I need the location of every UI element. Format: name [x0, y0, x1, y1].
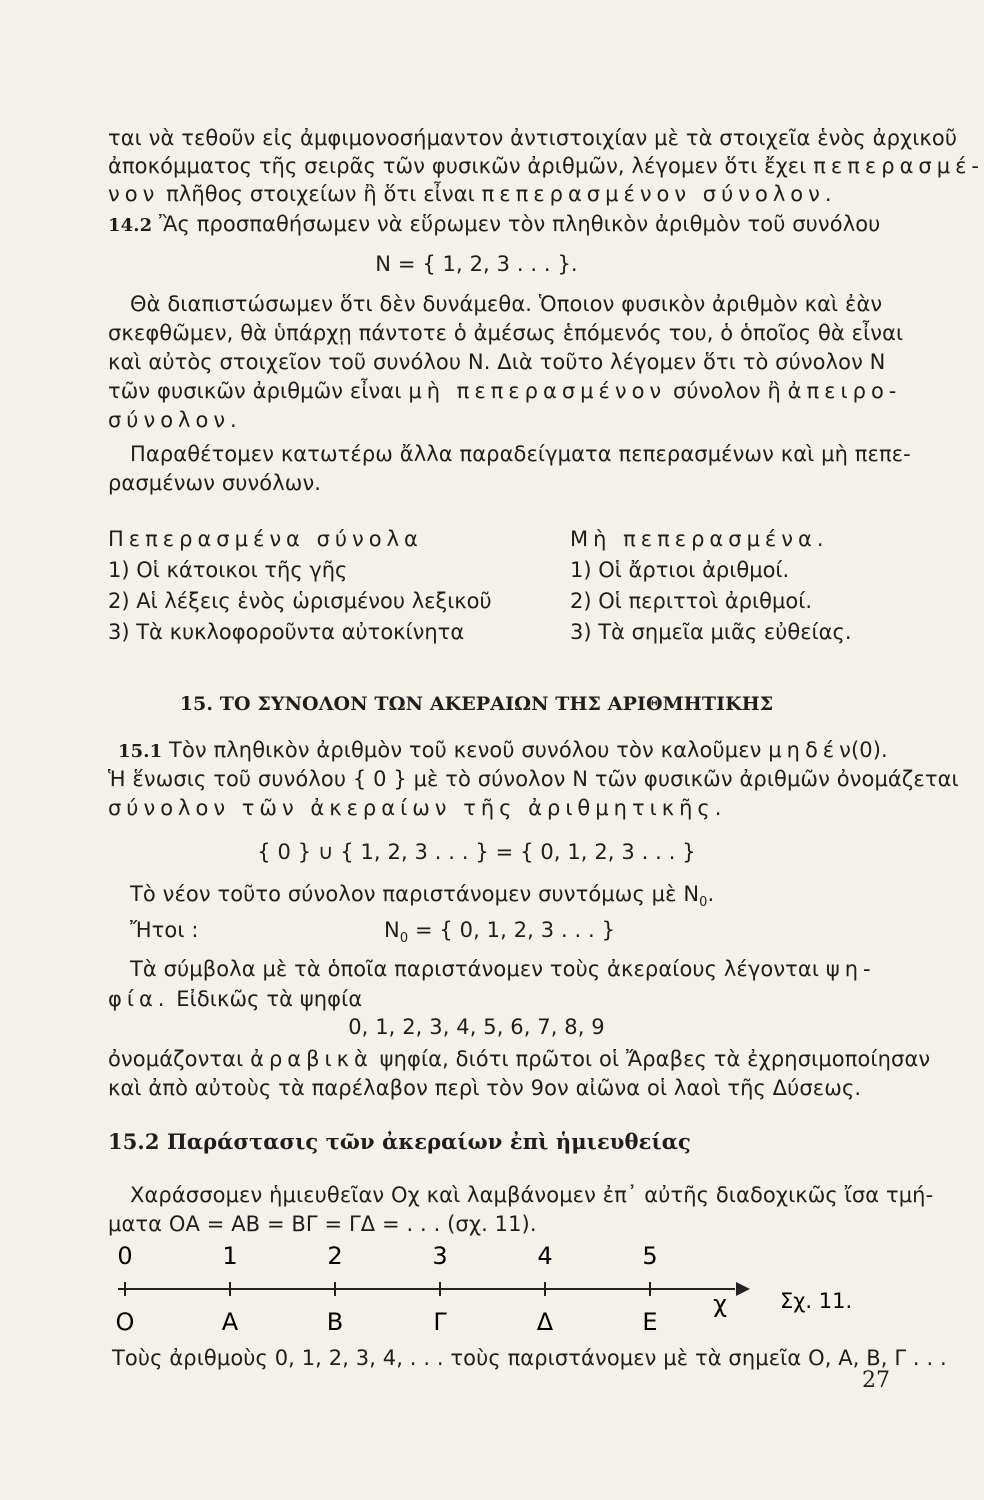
spaced-term: μὴ πεπερασμένον [408, 379, 667, 403]
list-item: 2) Οἱ περιττοὶ ἀριθμοί. [570, 589, 813, 613]
figure-caption: Σχ. 11. [780, 1289, 853, 1313]
text-line [108, 765, 959, 793]
text: ν(0). [839, 738, 888, 762]
text: καὶ ἀπὸ αὐτοὺς τὰ παρέλαβον περὶ τὸν 9ον αἰῶνα οἱ λαοὶ τῆς Δύσεως. [108, 1076, 862, 1100]
list-title: Πεπερασμένα σύνολα [108, 527, 423, 551]
text-line [130, 955, 922, 983]
text-line [130, 880, 922, 917]
text-line [108, 124, 958, 152]
list-title: Μὴ πεπερασμένα. [570, 527, 829, 551]
text: Ἂς προσπαθήσωμεν νὰ εὕρωμεν τὸν πληθικὸν ἀριθμὸν τοῦ συνόλου [159, 212, 881, 236]
point-label-E: Ε [642, 1308, 658, 1336]
list-item: 3) Τὰ σημεῖα μιᾶς εὐθείας. [570, 620, 852, 644]
text-line [108, 1210, 900, 1238]
spaced-term: σύνολον τῶν ἀκεραίων τῆς ἀριθμητικῆς. [108, 796, 727, 820]
text: Ἡ ἕνωσις τοῦ συνόλου { 0 } μὲ τὸ σύνολον N τῶν φυσικῶν ἀριθμῶν ὀνομάζεται [108, 767, 959, 791]
text: Θὰ διαπιστώσωμεν ὅτι δὲν δυνάμεθα. Ὁποιον φυσικὸν ἀριθμὸν καὶ ἐὰν [130, 292, 883, 316]
formula-text: N [384, 918, 400, 942]
tick-number-4: 4 [537, 1242, 553, 1270]
text: Τὸν πληθικὸν ἀριθμὸν τοῦ κενοῦ συνόλου τὸν καλοῦμεν [169, 738, 762, 762]
subsection-title [108, 1128, 900, 1156]
text-line [108, 794, 900, 822]
text-line [118, 736, 910, 766]
text: ἀποκόμματος τῆς σειρᾶς τῶν φυσικῶν ἀριθμῶν, λέγομεν ὅτι ἔχει [108, 154, 807, 178]
tick-number-2: 2 [327, 1242, 343, 1270]
text-line [108, 152, 984, 180]
formula-text: = { 0, 1, 2, 3 . . . } [408, 918, 616, 942]
end-label-x: χ [713, 1290, 727, 1318]
page-number: 27 [862, 1368, 890, 1393]
subscript: 0 [699, 895, 708, 911]
text: Τὸ νέον τοῦτο σύνολον παριστάνομεν συντόμως μὲ N [130, 882, 700, 906]
digits-line [0, 1013, 953, 1041]
point-label-A: Α [221, 1308, 239, 1336]
spaced-term: σύνολον. [108, 408, 242, 432]
text-line [108, 469, 900, 497]
list-item: 2) Αἱ λέξεις ἑνὸς ὡρισμένου λεξικοῦ [108, 589, 492, 613]
list-item: 3) Τὰ κυκλοφοροῦντα αὐτοκίνητα [108, 620, 465, 644]
text-line [108, 985, 900, 1013]
number-line-figure [0, 1236, 953, 1346]
text: Τοὺς ἀριθμοὺς 0, 1, 2, 3, 4, . . . τοὺς παριστάνομεν μὲ τὰ σημεῖα Ο, Α, Β, Γ . . . [112, 1346, 947, 1370]
formula-text: N = { 1, 2, 3 . . . }. [375, 252, 578, 276]
list-item: 1) Οἱ ἄρτιοι ἀριθμοί. [570, 558, 790, 582]
spaced-term: φία. [108, 987, 170, 1011]
title-text: 15.2 Παράστασις τῶν ἀκεραίων ἐπὶ ἡμιευθείας [108, 1129, 691, 1154]
formula-N [0, 250, 953, 278]
text-line [108, 377, 900, 405]
text-line [108, 319, 904, 347]
tick-number-0: 0 [117, 1242, 133, 1270]
text: σκεφθῶμεν, θὰ ὑπάρχῃ πάντοτε ὁ ἀμέσως ἑπόμενός του, ὁ ὁποῖος θὰ εἶναι [108, 321, 904, 345]
tick-number-5: 5 [642, 1242, 658, 1270]
text-line [108, 1045, 931, 1073]
text: ψηφία, διότι πρῶτοι οἱ Ἄραβες τὰ ἐχρησιμοποίησαν [379, 1047, 931, 1071]
text: πλῆθος στοιχείων ἢ ὅτι εἶναι [166, 182, 475, 206]
subscript: 0 [399, 931, 409, 947]
text: ρασμένων συνόλων. [108, 471, 322, 495]
text-line [130, 290, 922, 318]
text: ὀνομάζονται [108, 1047, 244, 1071]
text: Τὰ σύμβολα μὲ τὰ ὁποῖα παριστάνομεν τοὺς ἀκεραίους λέγονται [130, 957, 820, 981]
title-text: 15. ΤΟ ΣΥΝΟΛΟΝ ΤΩΝ ΑΚΕΡΑΙΩΝ ΤΗΣ ΑΡΙΘΜΗΤΙΚΗΣ [179, 693, 774, 715]
formula-text: { 0 } ∪ { 1, 2, 3 . . . } = { 0, 1, 2, 3 . . . } [257, 840, 696, 864]
point-label-D: Δ [536, 1308, 554, 1336]
text: σύνολον ἢ [672, 379, 781, 403]
tick-number-1: 1 [222, 1242, 238, 1270]
text-line [108, 210, 900, 240]
spaced-term: μηδέ [768, 738, 840, 762]
formula-union [0, 838, 953, 866]
spaced-term: νον [108, 182, 160, 206]
spaced-term: πεπερασμένον σύνολον. [481, 182, 837, 206]
infinite-list [570, 525, 852, 646]
section-number: 15.1 [118, 741, 163, 762]
finite-list [108, 525, 492, 646]
digits-text: 0, 1, 2, 3, 4, 5, 6, 7, 8, 9 [348, 1015, 605, 1039]
tick-number-3: 3 [432, 1242, 448, 1270]
text-line [108, 348, 900, 376]
text: . [707, 882, 715, 906]
text: Χαράσσομεν ἡμιευθεῖαν Οχ καὶ λαμβάνομεν ἐπ᾽ αὐτῆς διαδοχικῶς ἴσα τμή- [130, 1183, 934, 1207]
list-item: 1) Οἱ κάτοικοι τῆς γῆς [108, 558, 348, 582]
text: Παραθέτομεν κατωτέρω ἄλλα παραδείγματα πεπερασμένων καὶ μὴ πεπε- [130, 442, 911, 466]
spaced-term: ἀραβικὰ [250, 1047, 373, 1071]
text: ματα ΟΑ = ΑΒ = ΒΓ = ΓΔ = . . . (σχ. 11). [108, 1212, 537, 1236]
text: καὶ αὐτὸς στοιχεῖον τοῦ συνόλου N. Διὰ τοῦτο λέγομεν ὅτι τὸ σύνολον N [108, 350, 886, 374]
text-line [112, 1344, 947, 1372]
arrow-head [736, 1282, 750, 1296]
section-title [0, 690, 953, 718]
point-label-G: Γ [433, 1308, 447, 1336]
text-line [130, 1181, 934, 1209]
section-number: 14.2 [108, 215, 153, 236]
text-line [108, 1074, 900, 1102]
point-label-O: Ο [115, 1308, 135, 1336]
point-label-B: Β [326, 1308, 344, 1336]
spaced-term: ψη- [825, 957, 876, 981]
spaced-term: ἀπειρο- [787, 379, 902, 403]
text-line [108, 406, 900, 434]
text: Εἰδικῶς τὰ ψηφία [176, 987, 363, 1011]
formula-N0 [384, 916, 744, 953]
text: ται νὰ τεθοῦν εἰς ἀμφιμονοσήμαντον ἀντιστοιχίαν μὲ τὰ στοιχεῖα ἑνὸς ἀρχικοῦ [108, 126, 958, 150]
spaced-term: πεπερασμέ- [813, 154, 984, 178]
text-line [108, 180, 900, 208]
text: Ἤτοι : [130, 918, 199, 942]
text: τῶν φυσικῶν ἀριθμῶν εἶναι [108, 379, 402, 403]
text-line [130, 440, 922, 468]
